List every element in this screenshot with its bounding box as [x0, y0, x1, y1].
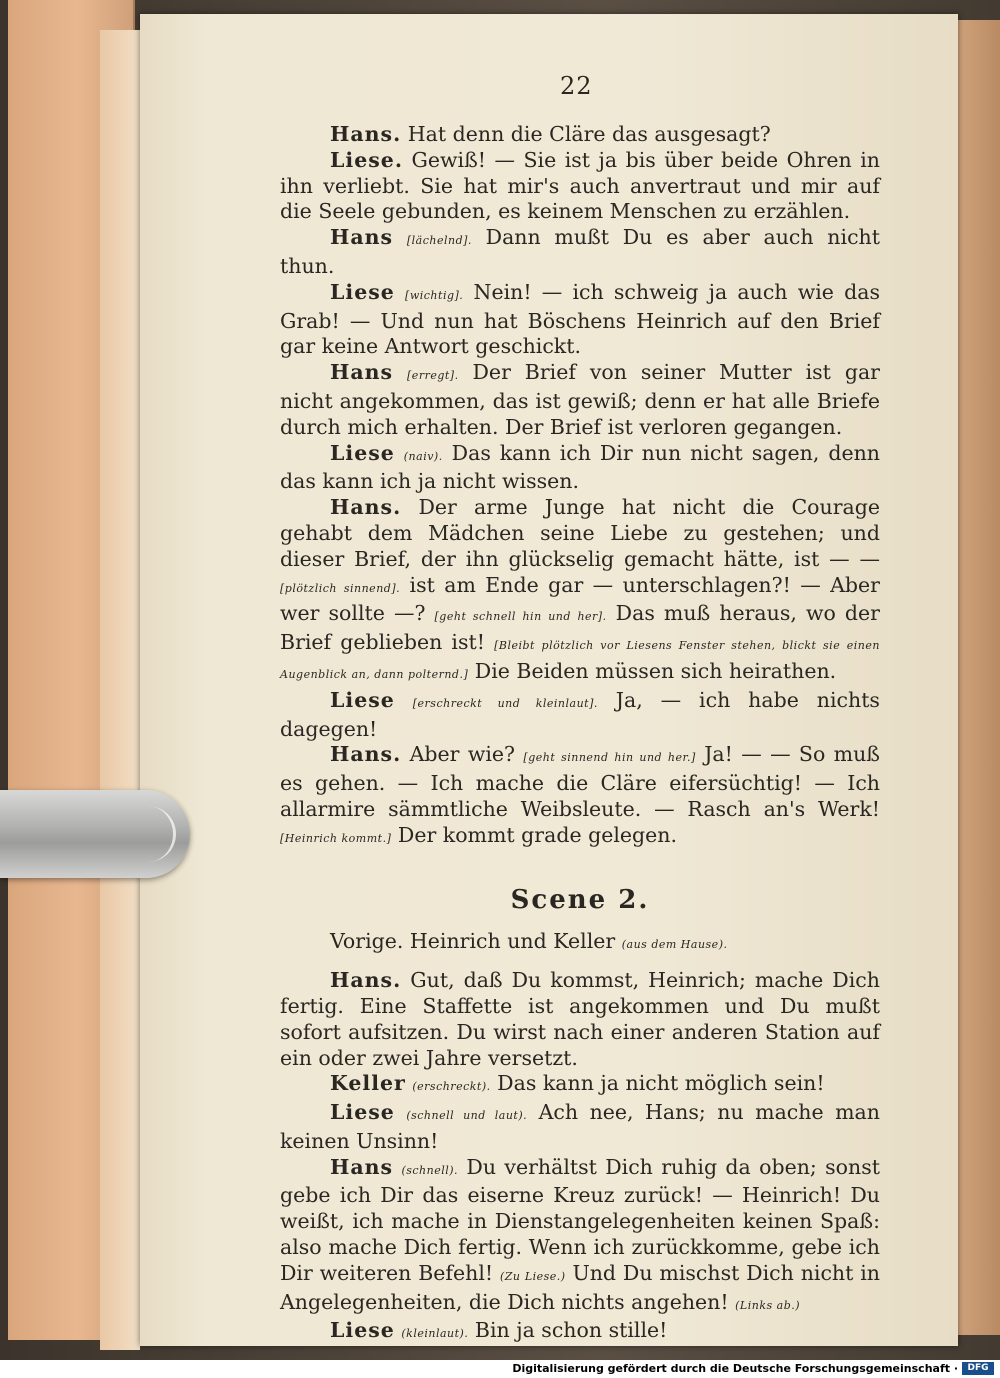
- book-edge-right: [955, 20, 1000, 1335]
- dialogue-line: Hans (schnell). Du verhältst Dich ruhig da oben; sonst gebe ich Dir das eiserne Kreuz zurück! — Heinrich! Du weißt, ich mache in Dienstangelegenheiten keinen Spaß: also mache Dich fertig. Wenn ich zurückkomme, gebe ich Dir weiteren Befehl! (Zu Liese.) Und Du mischst Dich nicht in Angelegenheiten, die Dich nichts angehen! (Links ab.): [280, 1154, 880, 1314]
- dialogue-line: Liese. Gewiß! — Sie ist ja bis über beide Ohren in ihn verliebt. Sie hat mir's auch anvertraut und mir auf die Seele gebunden, es keinem Menschen zu erzählen.: [280, 147, 880, 224]
- book-edge-inner: [100, 30, 140, 1350]
- dialogue-line: Hans [erregt]. Der Brief von seiner Mutter ist gar nicht angekommen, das ist gewiß; denn er hat alle Briefe durch mich erhalten. Der Brief ist verloren gegangen.: [280, 360, 880, 439]
- dialogue-line: Hans. Hat denn die Cläre das ausgesagt?: [330, 122, 771, 146]
- dialogue-line: Hans. Gut, daß Du kommst, Heinrich; mache Dich fertig. Eine Staffette ist angekommen und Du mußt sofort aufsitzen. Du wirst nach einer anderen Station auf ein oder zwei Jahre versetzt.: [280, 968, 880, 1070]
- dialogue-line: Liese (naiv). Das kann ich Dir nun nicht sagen, denn das kann ich ja nicht wissen.: [280, 440, 880, 494]
- dialogue-line: Hans [lächelnd]. Dann mußt Du es aber auch nicht thun.: [280, 225, 880, 278]
- dialogue-line: Keller (erschreckt). Das kann ja nicht möglich sein!: [330, 1071, 825, 1096]
- scene-heading: Scene 2.: [510, 884, 650, 915]
- page-number: 22: [560, 72, 593, 100]
- scene-cast: Vorige. Heinrich und Keller (aus dem Hause).: [330, 929, 728, 954]
- dialogue-line: Liese (schnell und laut). Ach nee, Hans; nu mache man keinen Unsinn!: [280, 1100, 880, 1153]
- footer-credit: Digitalisierung gefördert durch die Deutsche Forschungsgemeinschaft ·: [512, 1362, 958, 1375]
- dialogue-line: Liese (kleinlaut). Bin ja schon stille!: [330, 1318, 668, 1343]
- page-text: [280, 122, 880, 1347]
- dialogue-line: Hans. Aber wie? [geht sinnend hin und her.] Ja! — — So muß es gehen. — Ich mache die Cläre eifersüchtig! — Ich allarmire sämmtliche Weibsleute. — Rasch an's Werk! [Heinrich kommt.] Der kommt grade gelegen.: [280, 742, 880, 847]
- dialogue-line: Hans. Der arme Junge hat nicht die Courage gehabt dem Mädchen seine Liebe zu gestehen; und dieser Brief, der ihn glückselig gemacht hätte, ist — — [plötzlich sinnend]. ist am Ende gar — unterschlagen?! — Aber wer sollte —? [geht schnell hin und her]. Das muß heraus, wo der Brief geblieben ist! [Bleibt plötzlich vor Liesens Fenster stehen, blickt sie einen Augenblick an, dann polternd.] Die Beiden müssen sich heirathen.: [280, 495, 880, 683]
- dfg-logo: DFG: [962, 1362, 994, 1375]
- page-holder-clamp: [0, 790, 190, 878]
- dialogue-line: Liese [erschreckt und kleinlaut]. Ja, — ich habe nichts dagegen!: [280, 687, 880, 741]
- dialogue-line: Liese [wichtig]. Nein! — ich schweig ja auch wie das Grab! — Und nun hat Böschens Heinrich auf den Brief gar keine Antwort geschickt.: [280, 279, 880, 359]
- footer-bar: [0, 1360, 1000, 1378]
